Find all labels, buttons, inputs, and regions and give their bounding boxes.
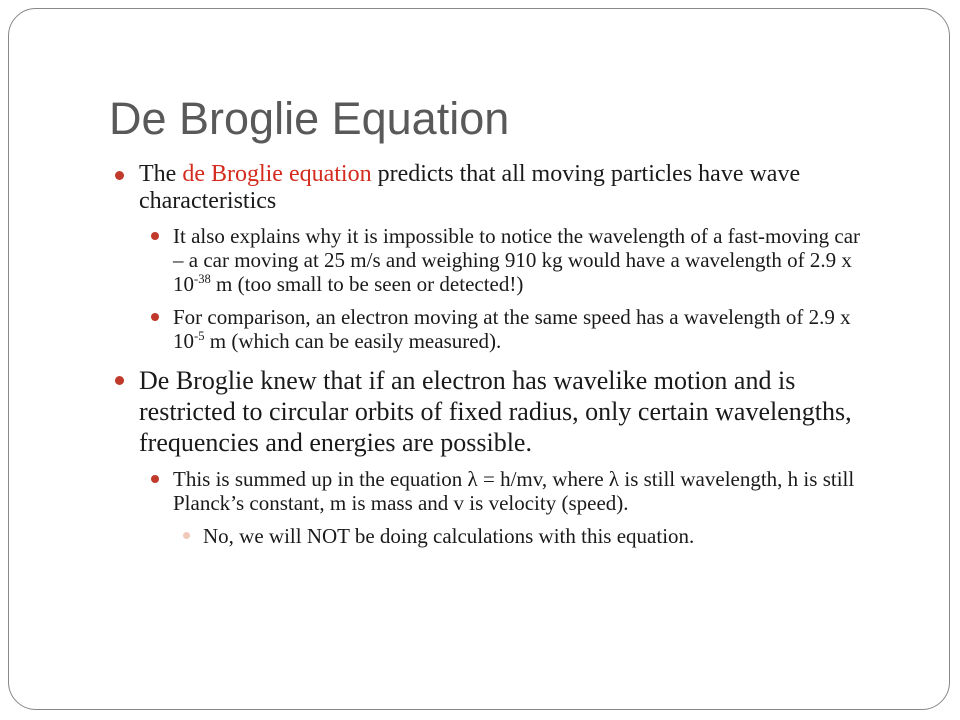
bullet-dot-icon	[151, 475, 159, 483]
item-6-text: No, we will NOT be doing calculations with this equation.	[203, 524, 695, 548]
bullet-dot-icon	[115, 376, 124, 385]
bullet-item-5	[111, 467, 871, 515]
bullet-dot-icon	[151, 232, 159, 240]
de-broglie-equation-highlight: de Broglie equation	[182, 161, 372, 187]
bullet-item-4	[111, 365, 871, 458]
item-1-pre: The	[139, 161, 183, 187]
bullet-item-3	[111, 305, 871, 353]
item-2-pre: It also explains why it is impossible to notice the wavelength of a fast-moving car – a car moving at 25 m/s and weighing 910 kg would have a wavelength of 2.9 x 10	[173, 224, 861, 296]
item-4-text: De Broglie knew that if an electron has wavelike motion and is restricted to circular orbits of fixed radius, only certain wavelengths, frequencies and energies are possible.	[139, 366, 852, 457]
item-2-exponent: -38	[194, 272, 211, 286]
bullet-dot-icon	[151, 313, 159, 321]
item-3-pre: For comparison, an electron moving at the same speed has a wavelength of 2.9 x 10	[173, 305, 851, 353]
bullet-dot-light-icon	[183, 532, 190, 539]
slide-frame	[8, 8, 950, 710]
item-5-text: This is summed up in the equation λ = h/mv, where λ is still wavelength, h is still Planck’s constant, m is mass and v is velocity (speed).	[173, 467, 855, 515]
item-1-post: predicts that all moving particles have wave characteristics	[139, 161, 801, 214]
item-3-exponent: -5	[194, 329, 205, 343]
bullet-item-6	[111, 524, 871, 548]
bullet-item-2	[111, 224, 871, 296]
bullet-dot-icon	[115, 171, 124, 180]
item-2-post: m (too small to be seen or detected!)	[210, 272, 524, 296]
item-3-post: m (which can be easily measured).	[204, 329, 502, 353]
slide-title: De Broglie Equation	[109, 93, 510, 144]
bullet-item-1	[111, 161, 871, 215]
slide-body	[111, 161, 871, 548]
